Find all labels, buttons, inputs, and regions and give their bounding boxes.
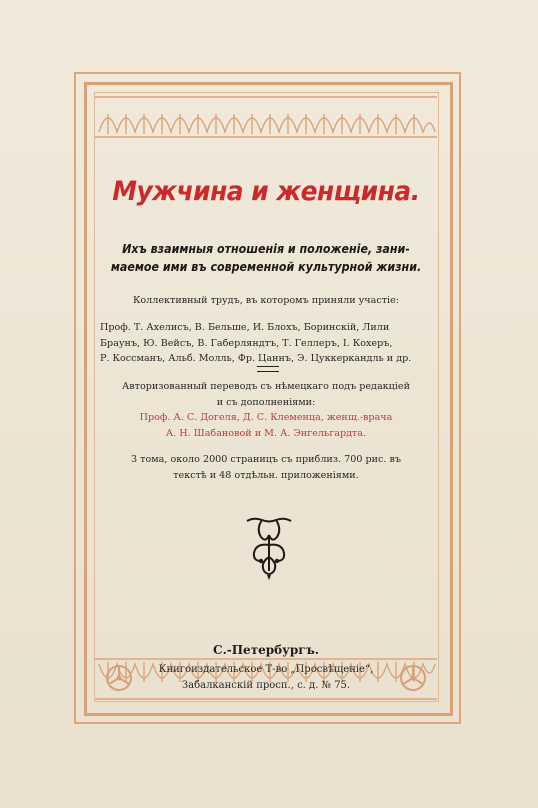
separator-rule xyxy=(257,366,279,372)
collective-intro: Коллективный трудъ, въ которомъ приняли участіе: xyxy=(132,295,400,306)
publisher-emblem-right-icon xyxy=(398,663,428,693)
subtitle-line: Ихъ взаимныя отношенія и положеніе, зани- xyxy=(122,242,410,256)
city-name: С.-Петербургъ. xyxy=(213,643,319,657)
authors-line: Проф. Т. Ахелисъ, В. Бельше, И. Блохъ, Боринскій, Лили xyxy=(100,322,390,333)
translation-line: Авторизованный переводъ съ нѣмецкаго подъ редакціей xyxy=(122,381,410,392)
volumes-info xyxy=(100,452,432,483)
translation-note xyxy=(100,379,432,410)
publisher-line: Забалканскій просп., с. д. № 75. xyxy=(181,680,351,691)
authors-line: Браунъ, Ю. Вейсъ, В. Габерляндтъ, Т. Геллеръ, І. Кохеръ, xyxy=(100,337,393,349)
editors-list xyxy=(100,410,432,441)
volumes-line: текстѣ и 48 отдѣльн. приложеніями. xyxy=(173,469,359,481)
subtitle-line: маемое ими въ современной культурной жизни. xyxy=(110,260,422,274)
authors-line: Р. Коссманъ, Альб. Молль, Фр. Цаннъ, Э. Цуккеркандль и др. xyxy=(100,353,412,364)
publisher-emblem-left-icon xyxy=(104,663,134,693)
publisher-line: Книгоиздательское Т-во „Просвѣщеніе“, xyxy=(158,664,374,675)
publisher-info xyxy=(100,662,432,694)
translation-line: и съ дополненіями: xyxy=(216,396,316,408)
editors-line: А. Н. Шабановой и М. А. Энгельгардта. xyxy=(165,427,367,439)
editors-line: Проф. А. С. Догеля, Д. С. Клеменца, женщ.-врача xyxy=(139,412,393,423)
book-subtitle xyxy=(109,240,422,276)
authors-list xyxy=(100,320,432,367)
top-ornament-band xyxy=(95,94,437,140)
fleuron-ornament-icon xyxy=(244,515,294,581)
volumes-line: 3 тома, около 2000 страницъ съ приблиз. 700 рис. въ xyxy=(130,454,402,465)
book-title: Мужчина и женщина. xyxy=(112,176,420,207)
